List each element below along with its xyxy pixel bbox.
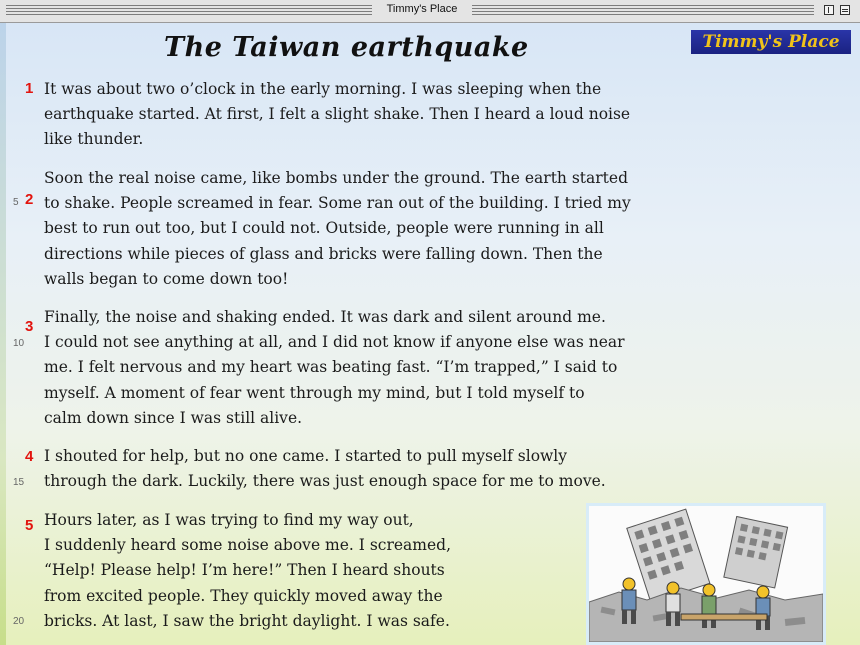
brand-logo: Timmy's Place xyxy=(691,30,851,54)
paragraph-line: myself. A moment of fear went through my mind, but I told myself to xyxy=(44,383,585,402)
paragraph-line: “Help! Please help! I’m here!” Then I heard shouts xyxy=(44,561,445,580)
paragraph-line: like thunder. xyxy=(44,130,144,149)
line-number-15: 15 xyxy=(13,477,25,488)
paragraph-line: through the dark. Luckily, there was just enough space for me to move. xyxy=(44,472,606,491)
paragraph-number-3: 3 xyxy=(25,318,34,335)
paragraph-line: I could not see anything at all, and I did not know if anyone else was near xyxy=(44,333,625,352)
window-list-icon[interactable] xyxy=(840,5,850,15)
paragraph-3 xyxy=(44,305,625,431)
paragraph-line: earthquake started. At first, I felt a slight shake. Then I heard a loud noise xyxy=(44,105,631,124)
paragraph-line: me. I felt nervous and my heart was beating fast. “I’m trapped,” I said to xyxy=(44,358,618,377)
title-bar-grip-left xyxy=(6,5,372,16)
paragraph-line: calm down since I was still alive. xyxy=(44,408,303,427)
paragraph-4 xyxy=(44,444,606,494)
paragraph-line: Finally, the noise and shaking ended. It was dark and silent around me. xyxy=(44,308,606,326)
title-bar-grip-right xyxy=(472,5,814,16)
page-title: The Taiwan earthquake xyxy=(164,32,529,63)
line-number-20: 20 xyxy=(13,616,25,627)
rescue-scene-icon xyxy=(589,506,823,642)
paragraph-2 xyxy=(44,166,631,292)
window-title-bar[interactable] xyxy=(0,0,860,23)
paragraph-line: I suddenly heard some noise above me. I screamed, xyxy=(44,536,451,555)
paragraph-1 xyxy=(44,77,630,153)
line-number-5: 5 xyxy=(13,197,19,208)
earthquake-rescue-illustration xyxy=(586,503,826,645)
paragraph-number-1: 1 xyxy=(25,80,34,97)
window-split-icon[interactable] xyxy=(824,5,834,15)
paragraph-line: best to run out too, but I could not. Outside, people were running in all xyxy=(44,219,604,238)
paragraph-line: to shake. People screamed in fear. Some ran out of the building. I tried my xyxy=(44,194,631,213)
paragraph-number-5: 5 xyxy=(25,517,34,534)
paragraph-line: directions while pieces of glass and bricks were falling down. Then the xyxy=(44,244,603,263)
paragraph-line: walls began to come down too! xyxy=(44,269,289,288)
paragraph-number-2: 2 xyxy=(25,191,34,208)
paragraph-number-4: 4 xyxy=(25,448,34,465)
paragraph-line: from excited people. They quickly moved away the xyxy=(44,586,443,605)
line-number-10: 10 xyxy=(13,338,25,349)
paragraph-line: I shouted for help, but no one came. I started to pull myself slowly xyxy=(44,447,568,465)
paragraph-5 xyxy=(44,508,451,634)
paragraph-line: Soon the real noise came, like bombs under the ground. The earth started xyxy=(44,169,628,187)
paragraph-line: It was about two o’clock in the early morning. I was sleeping when the xyxy=(44,80,602,98)
paragraph-line: bricks. At last, I saw the bright daylight. I was safe. xyxy=(44,611,450,630)
paragraph-line: Hours later, as I was trying to find my way out, xyxy=(44,511,414,529)
window-title: Timmy's Place xyxy=(386,3,458,15)
